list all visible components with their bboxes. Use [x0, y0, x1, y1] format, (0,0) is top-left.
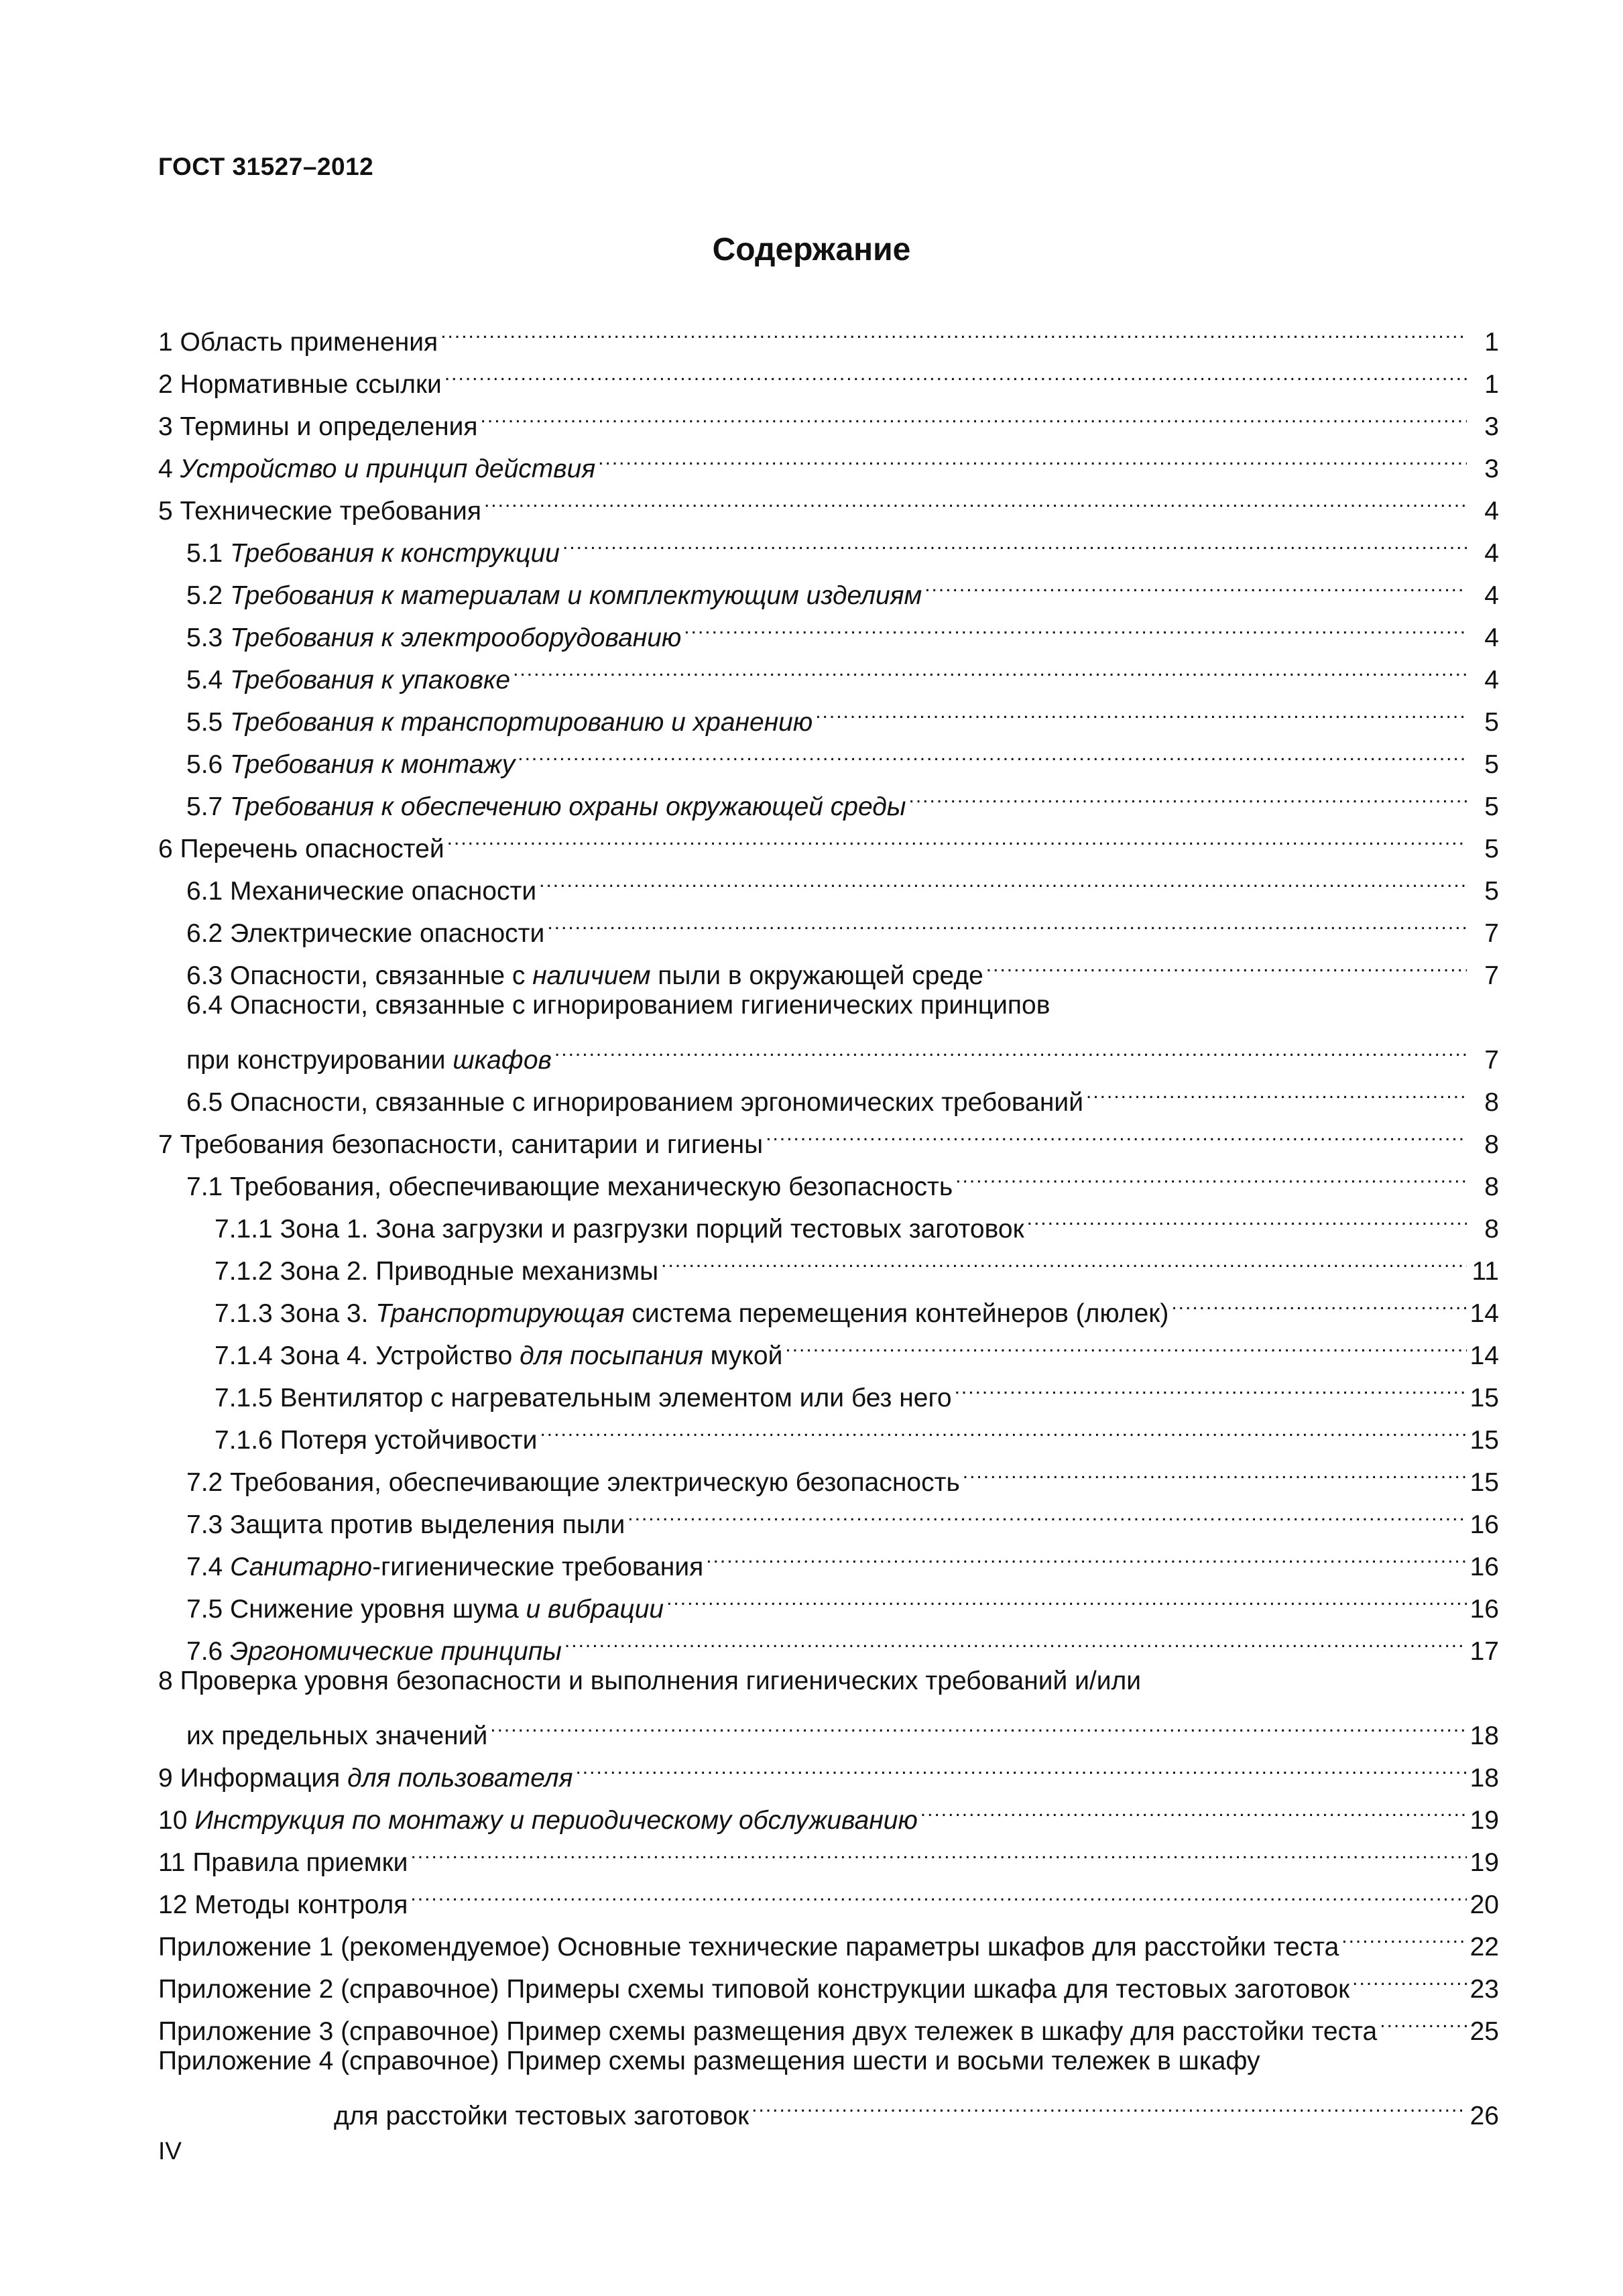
dot-leader	[752, 2082, 1467, 2124]
toc-page-number: 18	[1469, 1764, 1499, 1793]
toc-page-number: 8	[1484, 1172, 1499, 1201]
toc-page-number: 20	[1469, 1890, 1499, 1919]
toc-entry-text: 6.4 Опасности, связанные с игнорированием гигиенических принципов	[186, 991, 1050, 1020]
dot-leader	[1341, 1913, 1467, 1955]
toc-page-number: 5	[1484, 708, 1499, 737]
toc-page-number: 8	[1484, 1215, 1499, 1244]
page-number: IV	[158, 2137, 182, 2165]
dot-leader	[513, 646, 1467, 688]
toc-entry[interactable]	[158, 984, 1499, 1026]
dot-leader	[540, 1406, 1467, 1449]
dot-leader	[598, 435, 1467, 477]
dot-leader	[666, 1575, 1467, 1618]
toc-entry-text: для посыпания	[520, 1341, 703, 1370]
toc-entry-text: 7.3 Защита против выделения пыли	[186, 1510, 625, 1539]
toc-entry-label	[158, 1968, 1349, 2010]
toc-entry[interactable]	[158, 308, 1499, 357]
dot-leader	[908, 773, 1467, 815]
toc-entry-label	[158, 1841, 408, 1884]
toc-entry-text: 7.5 Снижение уровня шума	[186, 1595, 526, 1624]
toc-entry-text: 4	[158, 455, 180, 483]
dot-leader	[518, 731, 1467, 773]
toc-entry-text: Приложение 2 (справочное) Примеры схемы типовой конструкции шкафа для тестовых заготовок	[158, 1975, 1350, 2004]
toc-entry-text: и вибрации	[526, 1595, 664, 1624]
toc-entry-text: 7.1 Требования, обеспечивающие механическую безопасность	[186, 1172, 953, 1201]
toc-entry-text: 5.1	[186, 539, 231, 568]
toc-entry-label	[186, 1546, 703, 1588]
dot-leader	[410, 1871, 1467, 1913]
dot-leader	[447, 815, 1467, 857]
toc-entry-text: 6.3 Опасности, связанные с	[186, 961, 533, 990]
dot-leader	[410, 1829, 1467, 1871]
toc-entry-label	[186, 1715, 487, 1757]
toc-page-number: 16	[1469, 1510, 1499, 1539]
toc-entry-label	[186, 1039, 552, 1081]
toc-entry-label	[186, 743, 515, 786]
toc-page-number: 15	[1469, 1468, 1499, 1497]
toc-entry-label	[158, 1757, 573, 1799]
toc-entry-label	[186, 984, 1050, 1026]
toc-entry[interactable]	[158, 1026, 1499, 1075]
toc-page-number: 5	[1484, 792, 1499, 821]
toc-page-number: 25	[1469, 2017, 1499, 2046]
toc-page-number: 4	[1484, 666, 1499, 694]
dot-leader	[444, 351, 1467, 393]
toc-entry-text: 11 Правила приемки	[158, 1848, 408, 1877]
toc-entry-text: 6 Перечень опасностей	[158, 835, 444, 863]
dot-leader	[661, 1237, 1467, 1280]
toc-entry-text: Санитарно	[230, 1553, 373, 1581]
dot-leader	[554, 1026, 1467, 1069]
toc-entry-text: шкафов	[453, 1046, 552, 1075]
toc-entry-text: их предельных значений	[186, 1721, 488, 1750]
toc-entry-text: 6.5 Опасности, связанные с игнорированием эргономических требований	[186, 1088, 1083, 1117]
toc-entry-text: Приложение 1 (рекомендуемое) Основные технические параметры шкафов для расстойки теста	[158, 1933, 1339, 1961]
dot-leader	[1027, 1195, 1467, 1237]
dot-leader	[766, 1111, 1467, 1153]
toc-entry-text: наличием	[532, 961, 651, 990]
dot-leader	[815, 688, 1467, 731]
dot-leader	[539, 857, 1467, 900]
toc-page-number: 4	[1484, 539, 1499, 568]
dot-leader	[564, 1618, 1467, 1660]
dot-leader	[920, 1787, 1467, 1829]
toc-page-number: 22	[1469, 1933, 1499, 1961]
toc-entry-text: 12 Методы контроля	[158, 1890, 408, 1919]
dot-leader	[986, 942, 1467, 984]
dot-leader	[684, 604, 1467, 646]
toc-entry-label	[215, 1335, 782, 1377]
toc-page-number: 15	[1469, 1426, 1499, 1455]
toc-entry-label	[158, 2040, 1260, 2082]
toc-entry-label	[158, 828, 444, 870]
dot-leader	[1352, 1955, 1467, 1998]
toc-entry-label	[186, 1166, 953, 1208]
toc-entry-text: Транспортирующая	[375, 1299, 625, 1328]
toc-entry-text: Инструкция по монтажу и периодическому обслуживанию	[194, 1806, 918, 1835]
dot-leader	[1380, 1998, 1467, 2040]
toc-page-number: 16	[1469, 1595, 1499, 1624]
toc-page-number: 5	[1484, 877, 1499, 906]
toc-entry-text: 5.2	[186, 581, 231, 610]
toc-page-number: 3	[1484, 455, 1499, 483]
toc-entry-text: 7.1.4 Зона 4. Устройство	[215, 1341, 520, 1370]
toc-page-number: 8	[1484, 1088, 1499, 1117]
toc-page-number: 7	[1484, 919, 1499, 948]
toc-entry-label	[158, 406, 478, 448]
toc-entry-text: для расстойки тестовых заготовок	[334, 2102, 749, 2130]
page-title: Содержание	[712, 232, 911, 267]
toc-entry-text: 5.6	[186, 750, 231, 779]
dot-leader	[562, 520, 1467, 562]
toc-entry-text: 6.2 Электрические опасности	[186, 919, 545, 948]
toc-page-number: 15	[1469, 1384, 1499, 1412]
toc-entry-text: 7.6	[186, 1637, 231, 1666]
toc-entry-text: 7.1.6 Потеря устойчивости	[215, 1426, 538, 1455]
dot-leader	[481, 393, 1467, 435]
toc-page-number: 1	[1484, 328, 1499, 357]
toc-page-number: 3	[1484, 412, 1499, 441]
toc-entry-text: 1 Область применения	[158, 328, 438, 357]
dot-leader	[490, 1702, 1467, 1744]
dot-leader	[963, 1449, 1467, 1491]
dot-leader	[627, 1491, 1467, 1533]
dot-leader	[706, 1533, 1467, 1575]
toc-entry-text: 7.1.3 Зона 3.	[215, 1299, 376, 1328]
toc-entry-text: мукой	[703, 1341, 783, 1370]
toc-entry-text: 7.4	[186, 1553, 231, 1581]
toc-entry[interactable]	[158, 2082, 1499, 2130]
toc-entry-text: 2 Нормативные ссылки	[158, 370, 442, 399]
toc-entry-text: 3 Термины и определения	[158, 412, 478, 441]
toc-page-number: 26	[1469, 2102, 1499, 2130]
toc-entry-text: 6.1 Механические опасности	[186, 877, 537, 906]
toc-page-number: 4	[1484, 581, 1499, 610]
toc-page-number: 4	[1484, 497, 1499, 526]
toc-entry-text: Эргономические принципы	[230, 1637, 562, 1666]
dot-leader	[1171, 1280, 1467, 1322]
toc-entry-text: Требования к обеспечению охраны окружающей среды	[230, 792, 906, 821]
toc-entry-text: Требования к материалам и комплектующим изделиям	[230, 581, 922, 610]
toc-entry-text: 7.1.5 Вентилятор с нагревательным элементом или без него	[215, 1384, 952, 1412]
toc-entry-text: Приложение 4 (справочное) Пример схемы размещения шести и восьми тележек в шкафу	[158, 2047, 1260, 2075]
dot-leader	[547, 900, 1467, 942]
dot-leader	[955, 1153, 1467, 1195]
toc-entry-text: Требования к транспортированию и хранению	[230, 708, 813, 737]
toc-entry-text: 10	[158, 1806, 195, 1835]
toc-entry-text: 5.3	[186, 623, 231, 652]
toc-page-number: 5	[1484, 750, 1499, 779]
toc-entry-label	[158, 321, 438, 363]
toc-entry-label	[186, 912, 544, 955]
dot-leader	[484, 477, 1467, 520]
toc-entry-text: 5.5	[186, 708, 231, 737]
toc-entry-label	[158, 490, 481, 532]
toc-page-number: 11	[1471, 1257, 1499, 1286]
toc-page-number: 14	[1469, 1299, 1499, 1328]
toc-entry-label	[215, 1419, 537, 1461]
table-of-contents	[158, 308, 1499, 2130]
toc-page-number: 7	[1484, 1046, 1499, 1075]
toc-entry-text: Требования к упаковке	[230, 666, 511, 694]
dot-leader	[440, 308, 1467, 351]
toc-page-number: 19	[1469, 1806, 1499, 1835]
toc-entry-text: Требования к электрооборудованию	[230, 623, 682, 652]
toc-entry-text: для пользователя	[347, 1764, 573, 1793]
toc-page-number: 23	[1469, 1975, 1499, 2004]
toc-entry-label	[186, 532, 560, 575]
toc-entry[interactable]	[158, 1702, 1499, 1750]
toc-entry-label	[186, 659, 510, 701]
toc-entry-label	[158, 363, 442, 406]
toc-entry-text: 9 Информация	[158, 1764, 348, 1793]
dot-leader	[924, 562, 1467, 604]
toc-page-number: 16	[1469, 1553, 1499, 1581]
toc-entry[interactable]	[158, 1660, 1499, 1702]
toc-entry-text: Требования к конструкции	[230, 539, 560, 568]
toc-entry-text: 7.2 Требования, обеспечивающие электрическую безопасность	[186, 1468, 960, 1497]
toc-page-number: 7	[1484, 961, 1499, 990]
toc-entry-text: Устройство и принцип действия	[180, 455, 596, 483]
toc-entry-text: 8 Проверка уровня безопасности и выполнения гигиенических требований и/или	[158, 1667, 1142, 1695]
toc-page-number: 8	[1484, 1130, 1499, 1159]
document-header: ГОСТ 31527–2012	[158, 153, 374, 180]
toc-entry-text: система перемещения контейнеров (люлек)	[624, 1299, 1169, 1328]
toc-entry-label	[158, 1926, 1339, 1968]
toc-page-number: 5	[1484, 835, 1499, 863]
dot-leader	[1086, 1069, 1467, 1111]
dot-leader	[575, 1744, 1467, 1787]
toc-entry-label	[158, 1884, 408, 1926]
toc-entry-text: Приложение 3 (справочное) Пример схемы размещения двух тележек в шкафу для расстойки теста	[158, 2017, 1378, 2046]
toc-entry-label	[215, 1250, 658, 1292]
toc-entry-label	[186, 1504, 625, 1546]
toc-page-number: 18	[1469, 1721, 1499, 1750]
toc-entry-label	[186, 870, 536, 912]
toc-entry-text: 5.4	[186, 666, 231, 694]
toc-page-number: 1	[1484, 370, 1499, 399]
toc-page-number: 14	[1469, 1341, 1499, 1370]
dot-leader	[785, 1322, 1467, 1364]
toc-entry-label	[158, 1124, 763, 1166]
toc-entry-label	[158, 1660, 1141, 1702]
toc-entry-text: 5 Технические требования	[158, 497, 481, 526]
dot-leader	[955, 1364, 1467, 1406]
toc-entry-text: 5.7	[186, 792, 231, 821]
toc-entry-text: пыли в окружающей среде	[650, 961, 983, 990]
toc-entry-text: 7.1.2 Зона 2. Приводные механизмы	[215, 1257, 659, 1286]
toc-entry-text: 7 Требования безопасности, санитарии и гигиены	[158, 1130, 764, 1159]
toc-entry-text: 7.1.1 Зона 1. Зона загрузки и разгрузки порций тестовых заготовок	[215, 1215, 1024, 1244]
toc-entry-text: Требования к монтажу	[230, 750, 516, 779]
toc-page-number: 17	[1469, 1637, 1499, 1666]
toc-page-number: 4	[1484, 623, 1499, 652]
toc-page-number: 19	[1469, 1848, 1499, 1877]
toc-entry-text: -гигиенические требования	[372, 1553, 704, 1581]
toc-entry-text: при конструировании	[186, 1046, 453, 1075]
toc-entry-label	[334, 2095, 749, 2137]
